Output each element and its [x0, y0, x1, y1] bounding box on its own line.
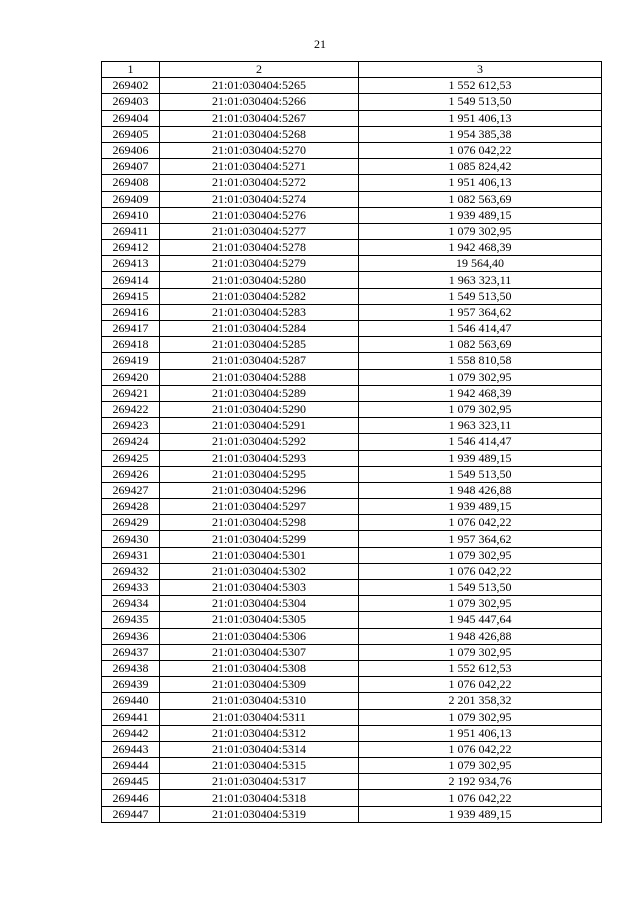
cadastral-id-cell: 21:01:030404:5265	[160, 78, 359, 94]
cadastral-id-cell: 21:01:030404:5304	[160, 596, 359, 612]
value-cell: 1 079 302,95	[359, 644, 602, 660]
row-number-cell: 269447	[102, 806, 160, 822]
value-cell: 1 082 563,69	[359, 191, 602, 207]
row-number-cell: 269443	[102, 741, 160, 757]
value-cell: 1 954 385,38	[359, 126, 602, 142]
table-row	[102, 223, 602, 239]
value-cell: 1 079 302,95	[359, 401, 602, 417]
cadastral-id-cell: 21:01:030404:5278	[160, 240, 359, 256]
table-row	[102, 321, 602, 337]
value-cell: 1 082 563,69	[359, 337, 602, 353]
table-row	[102, 353, 602, 369]
cadastral-id-cell: 21:01:030404:5311	[160, 709, 359, 725]
row-number-cell: 269444	[102, 758, 160, 774]
table-row	[102, 644, 602, 660]
table-header-row	[102, 62, 602, 78]
value-cell: 1 951 406,13	[359, 110, 602, 126]
value-cell: 1 085 824,42	[359, 159, 602, 175]
table-row	[102, 531, 602, 547]
table-row	[102, 110, 602, 126]
row-number-cell: 269422	[102, 401, 160, 417]
table-row	[102, 693, 602, 709]
table-row	[102, 337, 602, 353]
table-row	[102, 482, 602, 498]
cadastral-id-cell: 21:01:030404:5301	[160, 547, 359, 563]
cadastral-id-cell: 21:01:030404:5292	[160, 434, 359, 450]
cadastral-id-cell: 21:01:030404:5293	[160, 450, 359, 466]
table-row	[102, 369, 602, 385]
row-number-cell: 269424	[102, 434, 160, 450]
cadastral-id-cell: 21:01:030404:5290	[160, 401, 359, 417]
table-row	[102, 401, 602, 417]
row-number-cell: 269445	[102, 774, 160, 790]
value-cell: 1 079 302,95	[359, 709, 602, 725]
row-number-cell: 269425	[102, 450, 160, 466]
page-number: 21	[314, 37, 326, 51]
cadastral-id-cell: 21:01:030404:5319	[160, 806, 359, 822]
value-cell: 1 552 612,53	[359, 660, 602, 676]
cadastral-id-cell: 21:01:030404:5298	[160, 515, 359, 531]
cadastral-id-cell: 21:01:030404:5277	[160, 223, 359, 239]
value-cell: 1 076 042,22	[359, 515, 602, 531]
cadastral-id-cell: 21:01:030404:5287	[160, 353, 359, 369]
table-row	[102, 612, 602, 628]
row-number-cell: 269411	[102, 223, 160, 239]
table-row	[102, 499, 602, 515]
table-row	[102, 191, 602, 207]
row-number-cell: 269432	[102, 563, 160, 579]
row-number-cell: 269439	[102, 677, 160, 693]
table-row	[102, 547, 602, 563]
row-number-cell: 269431	[102, 547, 160, 563]
table-row	[102, 790, 602, 806]
cadastral-id-cell: 21:01:030404:5279	[160, 256, 359, 272]
cadastral-id-cell: 21:01:030404:5272	[160, 175, 359, 191]
cadastral-id-cell: 21:01:030404:5307	[160, 644, 359, 660]
row-number-cell: 269427	[102, 482, 160, 498]
value-cell: 1 549 513,50	[359, 466, 602, 482]
table-row	[102, 256, 602, 272]
row-number-cell: 269407	[102, 159, 160, 175]
row-number-cell: 269429	[102, 515, 160, 531]
row-number-cell: 269436	[102, 628, 160, 644]
value-cell: 1 948 426,88	[359, 482, 602, 498]
value-cell: 1 945 447,64	[359, 612, 602, 628]
value-cell: 1 079 302,95	[359, 223, 602, 239]
table-row	[102, 709, 602, 725]
cadastral-value-table	[101, 61, 602, 823]
cadastral-id-cell: 21:01:030404:5310	[160, 693, 359, 709]
table-row	[102, 207, 602, 223]
cadastral-id-cell: 21:01:030404:5299	[160, 531, 359, 547]
row-number-cell: 269419	[102, 353, 160, 369]
cadastral-id-cell: 21:01:030404:5303	[160, 580, 359, 596]
value-cell: 1 957 364,62	[359, 531, 602, 547]
row-number-cell: 269437	[102, 644, 160, 660]
value-cell: 1 076 042,22	[359, 142, 602, 158]
row-number-cell: 269405	[102, 126, 160, 142]
table-row	[102, 466, 602, 482]
row-number-cell: 269409	[102, 191, 160, 207]
cadastral-id-cell: 21:01:030404:5282	[160, 288, 359, 304]
row-number-cell: 269418	[102, 337, 160, 353]
value-cell: 1 558 810,58	[359, 353, 602, 369]
cadastral-id-cell: 21:01:030404:5317	[160, 774, 359, 790]
row-number-cell: 269440	[102, 693, 160, 709]
value-cell: 1 552 612,53	[359, 78, 602, 94]
cadastral-id-cell: 21:01:030404:5285	[160, 337, 359, 353]
cadastral-id-cell: 21:01:030404:5268	[160, 126, 359, 142]
row-number-cell: 269408	[102, 175, 160, 191]
table-body	[102, 78, 602, 823]
table-row	[102, 304, 602, 320]
table-row	[102, 418, 602, 434]
row-number-cell: 269441	[102, 709, 160, 725]
table-row	[102, 288, 602, 304]
value-cell: 1 079 302,95	[359, 758, 602, 774]
cadastral-id-cell: 21:01:030404:5309	[160, 677, 359, 693]
row-number-cell: 269415	[102, 288, 160, 304]
cadastral-id-cell: 21:01:030404:5288	[160, 369, 359, 385]
value-cell: 1 546 414,47	[359, 434, 602, 450]
value-cell: 1 963 323,11	[359, 418, 602, 434]
value-cell: 1 079 302,95	[359, 547, 602, 563]
value-cell: 2 192 934,76	[359, 774, 602, 790]
table-row	[102, 580, 602, 596]
value-cell: 1 939 489,15	[359, 806, 602, 822]
column-header-number: 1	[102, 62, 160, 78]
table-row	[102, 240, 602, 256]
value-cell: 1 076 042,22	[359, 563, 602, 579]
value-cell: 1 079 302,95	[359, 369, 602, 385]
cadastral-id-cell: 21:01:030404:5306	[160, 628, 359, 644]
value-cell: 1 549 513,50	[359, 580, 602, 596]
cadastral-id-cell: 21:01:030404:5274	[160, 191, 359, 207]
row-number-cell: 269421	[102, 385, 160, 401]
table-row	[102, 741, 602, 757]
table-row	[102, 515, 602, 531]
value-cell: 1 963 323,11	[359, 272, 602, 288]
row-number-cell: 269406	[102, 142, 160, 158]
row-number-cell: 269446	[102, 790, 160, 806]
value-cell: 1 549 513,50	[359, 288, 602, 304]
row-number-cell: 269434	[102, 596, 160, 612]
cadastral-id-cell: 21:01:030404:5283	[160, 304, 359, 320]
cadastral-id-cell: 21:01:030404:5289	[160, 385, 359, 401]
cadastral-id-cell: 21:01:030404:5312	[160, 725, 359, 741]
row-number-cell: 269433	[102, 580, 160, 596]
row-number-cell: 269435	[102, 612, 160, 628]
table-row	[102, 175, 602, 191]
value-cell: 1 951 406,13	[359, 725, 602, 741]
value-cell: 1 939 489,15	[359, 499, 602, 515]
row-number-cell: 269442	[102, 725, 160, 741]
table-row	[102, 385, 602, 401]
column-header-value: 3	[359, 62, 602, 78]
table-row	[102, 628, 602, 644]
value-cell: 1 942 468,39	[359, 240, 602, 256]
table-row	[102, 272, 602, 288]
row-number-cell: 269410	[102, 207, 160, 223]
value-cell: 1 076 042,22	[359, 677, 602, 693]
table-row	[102, 806, 602, 822]
row-number-cell: 269426	[102, 466, 160, 482]
value-cell: 1 079 302,95	[359, 596, 602, 612]
column-header-cadastral-id: 2	[160, 62, 359, 78]
table-row	[102, 677, 602, 693]
table-row	[102, 159, 602, 175]
table-row	[102, 434, 602, 450]
row-number-cell: 269416	[102, 304, 160, 320]
table-row	[102, 563, 602, 579]
value-cell: 1 939 489,15	[359, 450, 602, 466]
value-cell: 1 939 489,15	[359, 207, 602, 223]
row-number-cell: 269430	[102, 531, 160, 547]
cadastral-id-cell: 21:01:030404:5308	[160, 660, 359, 676]
value-cell: 1 948 426,88	[359, 628, 602, 644]
row-number-cell: 269402	[102, 78, 160, 94]
table-row	[102, 142, 602, 158]
value-cell: 1 951 406,13	[359, 175, 602, 191]
cadastral-id-cell: 21:01:030404:5291	[160, 418, 359, 434]
value-cell: 1 957 364,62	[359, 304, 602, 320]
row-number-cell: 269404	[102, 110, 160, 126]
cadastral-id-cell: 21:01:030404:5297	[160, 499, 359, 515]
table-row	[102, 450, 602, 466]
cadastral-id-cell: 21:01:030404:5270	[160, 142, 359, 158]
row-number-cell: 269423	[102, 418, 160, 434]
value-cell: 1 076 042,22	[359, 741, 602, 757]
cadastral-id-cell: 21:01:030404:5315	[160, 758, 359, 774]
value-cell: 2 201 358,32	[359, 693, 602, 709]
value-cell: 1 546 414,47	[359, 321, 602, 337]
row-number-cell: 269403	[102, 94, 160, 110]
table-row	[102, 774, 602, 790]
table-row	[102, 78, 602, 94]
row-number-cell: 269413	[102, 256, 160, 272]
table-row	[102, 596, 602, 612]
cadastral-id-cell: 21:01:030404:5266	[160, 94, 359, 110]
cadastral-id-cell: 21:01:030404:5271	[160, 159, 359, 175]
row-number-cell: 269420	[102, 369, 160, 385]
value-cell: 1 549 513,50	[359, 94, 602, 110]
cadastral-id-cell: 21:01:030404:5314	[160, 741, 359, 757]
table-row	[102, 758, 602, 774]
value-cell: 19 564,40	[359, 256, 602, 272]
table-row	[102, 126, 602, 142]
cadastral-id-cell: 21:01:030404:5295	[160, 466, 359, 482]
cadastral-id-cell: 21:01:030404:5296	[160, 482, 359, 498]
row-number-cell: 269438	[102, 660, 160, 676]
cadastral-id-cell: 21:01:030404:5280	[160, 272, 359, 288]
table-row	[102, 725, 602, 741]
row-number-cell: 269412	[102, 240, 160, 256]
cadastral-id-cell: 21:01:030404:5267	[160, 110, 359, 126]
value-cell: 1 076 042,22	[359, 790, 602, 806]
table-row	[102, 660, 602, 676]
cadastral-id-cell: 21:01:030404:5318	[160, 790, 359, 806]
row-number-cell: 269417	[102, 321, 160, 337]
row-number-cell: 269414	[102, 272, 160, 288]
cadastral-id-cell: 21:01:030404:5276	[160, 207, 359, 223]
cadastral-id-cell: 21:01:030404:5305	[160, 612, 359, 628]
table-row	[102, 94, 602, 110]
cadastral-id-cell: 21:01:030404:5302	[160, 563, 359, 579]
cadastral-id-cell: 21:01:030404:5284	[160, 321, 359, 337]
row-number-cell: 269428	[102, 499, 160, 515]
value-cell: 1 942 468,39	[359, 385, 602, 401]
